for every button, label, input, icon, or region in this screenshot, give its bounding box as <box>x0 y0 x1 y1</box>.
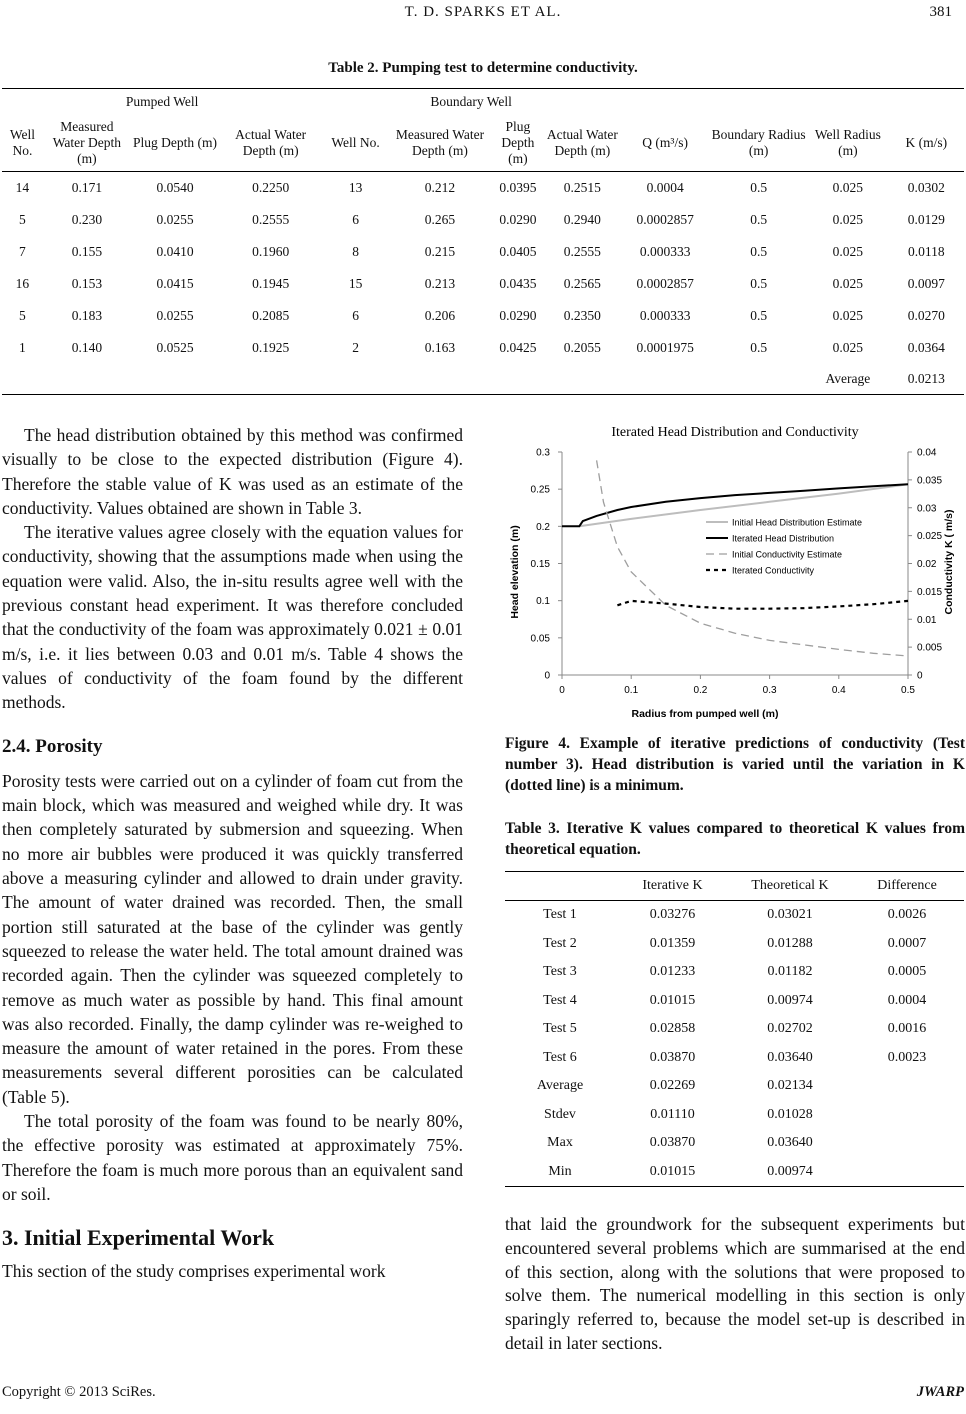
table-cell: 0.01015 <box>649 992 696 1008</box>
table-cell: 0.025 <box>832 212 864 227</box>
table-cell: 0.01359 <box>649 935 696 951</box>
y2-tick-label: 0.005 <box>917 642 943 654</box>
table3-column-header: Difference <box>850 872 964 901</box>
table-row <box>505 1044 964 1073</box>
table2-column-header: Well Radius (m) <box>807 115 889 172</box>
table-cell: 0.183 <box>71 308 103 323</box>
table-cell: 5 <box>19 308 26 323</box>
table2 <box>2 88 964 395</box>
table-cell: 0.2250 <box>252 180 290 195</box>
table-cell: 0.0023 <box>887 1049 927 1065</box>
table-cell: 0.206 <box>424 308 456 323</box>
table-cell: 0.5 <box>750 212 768 227</box>
table-cell: 6 <box>352 212 359 227</box>
table-cell: 0.000333 <box>639 308 691 323</box>
table-cell: 0.163 <box>424 340 456 355</box>
table-cell: 0.0005 <box>887 964 927 980</box>
table-cell: 1 <box>19 340 26 355</box>
table-cell: 0.153 <box>71 276 103 291</box>
chart-legend <box>700 511 872 577</box>
table-cell: 0.0129 <box>907 212 945 227</box>
table-cell: 0.2515 <box>563 180 601 195</box>
table-cell: 0.0435 <box>499 276 537 291</box>
table-cell: 0.5 <box>750 276 768 291</box>
section-heading-initial-experimental-work: 3. Initial Experimental Work <box>2 1225 275 1251</box>
table-cell: 0.0302 <box>907 180 945 195</box>
table-cell: 0.03640 <box>767 1049 813 1065</box>
y2-tick-label: 0.01 <box>917 614 937 626</box>
table-cell: 0.01182 <box>767 964 813 980</box>
table-cell: 0.0026 <box>887 907 927 923</box>
table2-column-header: Q (m³/s) <box>620 115 710 172</box>
table-cell: 0.0525 <box>156 340 194 355</box>
table-cell: 0.01015 <box>615 1158 730 1187</box>
table-cell: 8 <box>352 244 359 259</box>
y2-tick-label: 0 <box>917 670 923 682</box>
paragraph: This section of the study comprises experimental work <box>2 1260 386 1281</box>
y2-tick-label: 0.04 <box>917 447 937 459</box>
y-tick-label: 0 <box>544 670 550 682</box>
table-cell: 0.0290 <box>499 308 537 323</box>
table-cell: 0.0425 <box>499 340 537 355</box>
table-cell: 0.025 <box>832 308 864 323</box>
table-cell <box>850 1101 964 1130</box>
table-cell: 0.02858 <box>649 1021 696 1037</box>
table-cell: 0.2940 <box>563 212 601 227</box>
x-tick-label: 0.1 <box>624 685 639 696</box>
y-axis-label: Head elevation (m) <box>509 525 521 619</box>
legend-label: Iterated Conductivity <box>732 565 815 576</box>
table-cell: 0.0118 <box>908 244 945 259</box>
table2-group-pumped: Pumped Well <box>2 89 322 116</box>
table-row <box>505 1101 964 1130</box>
table-cell: Stdev <box>544 1106 576 1122</box>
y-tick-label: 0.1 <box>536 596 550 608</box>
table-cell <box>850 1129 964 1158</box>
x-tick-label: 0 <box>559 685 565 696</box>
table-cell: 0.025 <box>832 340 864 355</box>
table-row <box>505 930 964 959</box>
table-cell: 0.212 <box>424 180 456 195</box>
table-cell: Test 1 <box>543 907 577 923</box>
table-cell: 0.0001975 <box>636 340 694 355</box>
table-cell: 0.1945 <box>252 276 290 291</box>
table-cell: 0.00974 <box>767 992 813 1008</box>
y-tick-label: 0.2 <box>536 521 550 533</box>
table-cell: 0.0410 <box>156 244 194 259</box>
y2-tick-label: 0.02 <box>917 559 937 570</box>
footer-copyright: Copyright © 2013 SciRes. <box>2 1384 156 1400</box>
paragraph: that laid the groundwork for the subsequent experiments but encountered several problems which are summarised at the end of this section, along with the solutions that were proposed to solve them. The numerical modelling in this section is only sparingly referred to, because the model set-up is described in detail in later sections. <box>505 1214 965 1353</box>
table-cell: 0.0395 <box>499 180 537 195</box>
table-cell: 0.5 <box>750 340 768 355</box>
figure4-caption: Figure 4. Example of iterative predictions of conductivity (Test number 3). Head distribution is varied until the variation in K (dotted line) is a minimum. <box>505 735 965 794</box>
table-cell: 0.025 <box>832 276 864 291</box>
table-cell: 0.0002857 <box>636 212 694 227</box>
table-cell: 0.140 <box>71 340 103 355</box>
table-cell: Test 6 <box>543 1049 577 1065</box>
table-row <box>2 236 964 268</box>
table-cell: 0.0255 <box>156 308 194 323</box>
table-cell: 0.0405 <box>499 244 537 259</box>
table-cell: Test 3 <box>543 964 577 980</box>
table-cell: 0.0270 <box>907 308 945 323</box>
table-cell: 13 <box>348 180 363 195</box>
series-line-4 <box>617 601 908 609</box>
table-cell: Average <box>536 1078 584 1094</box>
table-cell: 0.000333 <box>639 244 691 259</box>
table2-average-label: Average <box>807 364 889 395</box>
table-cell: 0.01288 <box>767 935 813 951</box>
table-cell: 0.213 <box>424 276 456 291</box>
table-cell: 0.00974 <box>730 1158 850 1187</box>
table2-caption: Table 2. Pumping test to determine conductivity. <box>328 60 638 76</box>
table-cell: 0.03870 <box>649 1049 696 1065</box>
table-cell: 15 <box>348 276 363 291</box>
table3-column-header: Theoretical K <box>730 872 850 901</box>
table-cell: 0.2055 <box>563 340 601 355</box>
table-cell: 0.2565 <box>563 276 601 291</box>
y-tick-label: 0.05 <box>530 633 550 645</box>
table2-column-header: K (m/s) <box>889 115 964 172</box>
table-cell: 0.2350 <box>563 308 601 323</box>
y2-tick-label: 0.015 <box>917 586 943 598</box>
paragraph: Porosity tests were carried out on a cylinder of foam cut from the main block, which was measured and weighed while dry. It was then completely saturated by submersion and squeezing. When no more air bubbles were produced it was quickly transferred above a measuring cylinder and allowed to drain under gravity. The amount of water drained was recorded. Then, the small portion still saturated at the base of the cylinder was gently squeezed to release the water held. The total amount drained was recorded again. Then the cylinder was squeezed completely to remove as much water as possible by hand. This final amount was also recorded. Finally, the damp cylinder was re-weighed to measure the amount of water retained in the pores. From these measurements several different porosities can be calculated (Table 5). <box>2 770 463 1107</box>
page-number: 381 <box>929 4 952 20</box>
table-cell: 0.0004 <box>887 992 927 1008</box>
table-row <box>505 987 964 1016</box>
x-tick-label: 0.3 <box>762 685 777 696</box>
table2-column-header: Well No. <box>2 115 43 172</box>
table2-column-header: Actual Water Depth (m) <box>545 115 620 172</box>
figure4-chart <box>500 412 966 727</box>
table-row <box>505 1072 964 1101</box>
table3-column-header: Iterative K <box>615 872 730 901</box>
paragraph: The head distribution obtained by this method was confirmed visually to be close to the expected distribution (Figure 4). Therefore the stable value of K was used as an estimate of the conductivity. Values obtained are shown in Table 3. <box>2 425 463 518</box>
table-cell: 0.01110 <box>650 1106 695 1122</box>
table2-column-header: Plug Depth (m) <box>131 115 219 172</box>
paragraph: The total porosity of the foam was found to be nearly 80%, the effective porosity was estimated at approximately 75%. Therefore the foam is much more porous than an equivalent sand or soil. <box>2 1111 463 1204</box>
table-cell: 0.1960 <box>252 244 290 259</box>
table2-column-header: Actual Water Depth (m) <box>219 115 322 172</box>
table-cell: 0.03021 <box>767 907 813 923</box>
table-cell: 0.02702 <box>767 1021 813 1037</box>
table-cell: 0.0540 <box>156 180 194 195</box>
table-row <box>505 1129 964 1158</box>
table3-column-header <box>505 872 615 901</box>
table-row <box>2 172 964 205</box>
table-cell: 0.0415 <box>156 276 194 291</box>
table-cell: 0.5 <box>750 308 768 323</box>
table-cell: 5 <box>19 212 26 227</box>
table2-group-boundary: Boundary Well <box>322 89 620 116</box>
table-row <box>505 1015 964 1044</box>
y2-tick-label: 0.03 <box>917 503 937 515</box>
table3 <box>505 871 964 1187</box>
legend-label: Initial Conductivity Estimate <box>732 549 843 560</box>
table-row <box>2 204 964 236</box>
table-cell: Test 4 <box>543 992 577 1008</box>
legend-label: Initial Head Distribution Estimate <box>732 517 863 528</box>
table-cell: 0.230 <box>71 212 103 227</box>
table3-caption: Table 3. Iterative K values compared to theoretical K values from theoretical equation. <box>505 820 965 858</box>
table-cell: 6 <box>352 308 359 323</box>
table-row <box>2 268 964 300</box>
table-cell: 0.2555 <box>563 244 601 259</box>
table-cell: 2 <box>352 340 359 355</box>
x-axis-label: Radius from pumped well (m) <box>631 708 779 720</box>
table-cell: 0.215 <box>424 244 456 259</box>
chart-title: Iterated Head Distribution and Conductivity <box>611 425 859 440</box>
table-cell: 0.0290 <box>499 212 537 227</box>
table-cell: 14 <box>15 180 30 195</box>
table-cell: 0.02269 <box>649 1078 696 1094</box>
left-column <box>2 423 463 1283</box>
section-heading-porosity: 2.4. Porosity <box>2 735 103 757</box>
table-row <box>505 901 964 930</box>
x-tick-label: 0.4 <box>831 685 846 696</box>
table-cell: 0.03640 <box>767 1135 813 1151</box>
table-row <box>505 958 964 987</box>
y-tick-label: 0.3 <box>536 447 550 459</box>
x-tick-label: 0.5 <box>901 685 915 696</box>
table-cell: 0.5 <box>750 180 768 195</box>
legend-label: Iterated Head Distribution <box>732 533 835 544</box>
table-cell: 0.0004 <box>646 180 684 195</box>
y2-axis-label: Conductivity K ( m/s) <box>943 509 955 615</box>
table-cell: 0.025 <box>832 244 864 259</box>
table-cell: 7 <box>19 244 26 259</box>
table-cell: 0.025 <box>832 180 864 195</box>
y2-tick-label: 0.025 <box>917 531 943 543</box>
table-cell: 0.155 <box>71 244 103 259</box>
table-cell: 16 <box>15 276 30 291</box>
table-cell: 0.01028 <box>767 1106 813 1122</box>
right-column <box>505 1213 965 1356</box>
table-cell: 0.03870 <box>649 1135 696 1151</box>
x-tick-label: 0.2 <box>693 685 708 696</box>
table-cell: Test 5 <box>543 1021 577 1037</box>
y-tick-label: 0.15 <box>530 559 550 570</box>
table-cell: Test 2 <box>543 935 577 951</box>
table-cell: 0.01233 <box>649 964 696 980</box>
table-cell: 0.1925 <box>252 340 290 355</box>
table2-column-header: Measured Water Depth (m) <box>389 115 491 172</box>
table2-column-header: Well No. <box>322 115 389 172</box>
table-cell: 0.171 <box>71 180 103 195</box>
table-cell: 0.0097 <box>907 276 945 291</box>
footer-journal: JWARP <box>916 1384 964 1400</box>
table-cell: 0.265 <box>424 212 456 227</box>
table-cell: Max <box>547 1135 573 1151</box>
table-cell: 0.0007 <box>887 935 927 951</box>
table-cell: 0.2555 <box>252 212 290 227</box>
running-title: T. D. SPARKS ET AL. <box>404 4 562 20</box>
table2-column-header: Plug Depth (m) <box>491 115 545 172</box>
table2-average-value: 0.0213 <box>889 364 964 395</box>
table-row <box>2 332 964 364</box>
table-cell <box>850 1072 964 1101</box>
table2-column-header: Boundary Radius (m) <box>710 115 807 172</box>
table-cell: 0.2085 <box>252 308 290 323</box>
table-cell: Min <box>505 1158 615 1187</box>
table-cell: 0.02134 <box>767 1078 813 1094</box>
table-cell: 0.03276 <box>649 907 696 923</box>
table-cell: 0.5 <box>750 244 768 259</box>
y2-tick-label: 0.035 <box>917 475 943 487</box>
table-cell <box>850 1158 964 1187</box>
y-tick-label: 0.25 <box>530 484 550 496</box>
table-row <box>505 1158 964 1187</box>
table-cell: 0.0016 <box>887 1021 927 1037</box>
table-row <box>2 300 964 332</box>
table-cell: 0.0002857 <box>636 276 694 291</box>
paragraph: The iterative values agree closely with the equation values for conductivity, showing that the assumptions made when using the equation were valid. Also, the in-situ results agree well with the previous constant head experiment. It was therefore concluded that the conductivity of the foam was approximately 0.021 ± 0.01 m/s, i.e. it lies between 0.03 and 0.01 m/s. Table 4 shows the values of conductivity of the foam found by the different methods. <box>2 522 463 713</box>
table-cell: 0.0255 <box>156 212 194 227</box>
table2-column-header: Measured Water Depth (m) <box>43 115 131 172</box>
table-cell: 0.0364 <box>907 340 945 355</box>
